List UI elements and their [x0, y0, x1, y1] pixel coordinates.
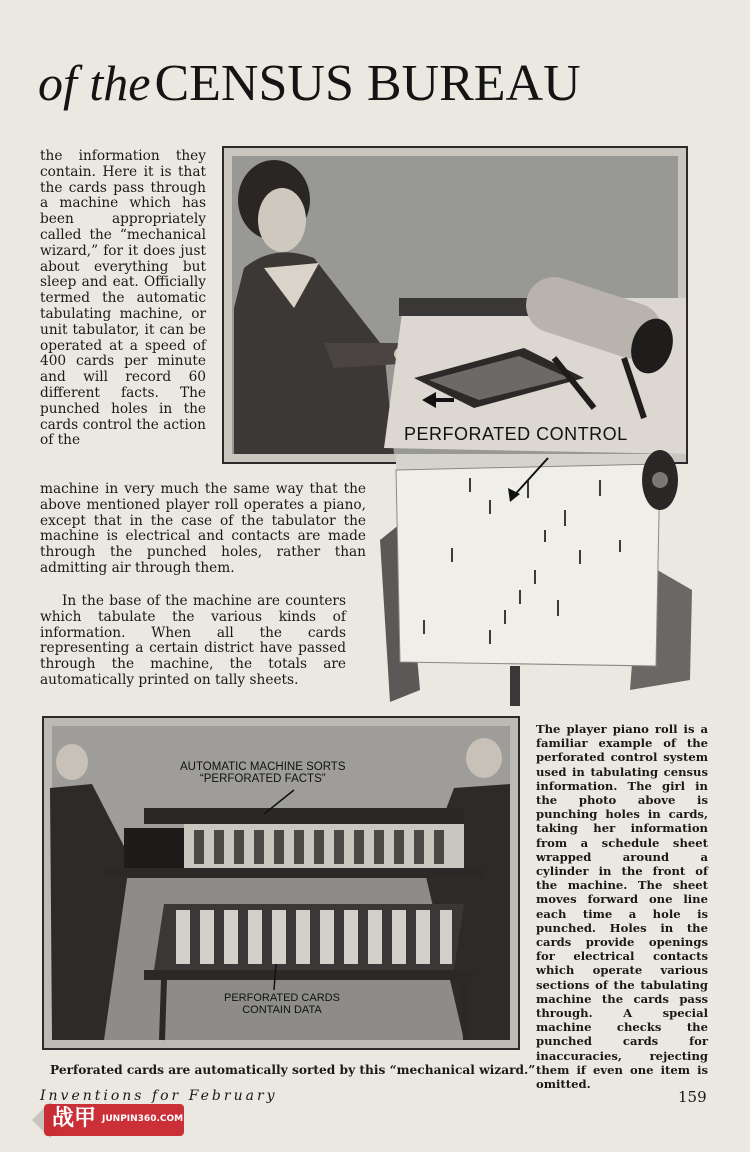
sorts-facts-label-line1: AUTOMATIC MACHINE SORTS: [180, 761, 346, 773]
title-lead: of the: [38, 55, 151, 111]
cards-data-label: [224, 992, 340, 1016]
piano-roll-image: [360, 440, 700, 708]
watermark: [30, 1100, 186, 1140]
article-paragraph-1-narrow: the information they contain. Here it is that the cards pass through a machine which has been appropriately called the “mechanical wizard,” for it does just about everything but sleep and eat. Officially termed the automatic tabulating machine, or unit tabulator, it can be operated at a speed of 400 cards per minute and will record 60 different facts. The punched holes in the cards control the action of the: [40, 148, 206, 449]
cards-data-label-line2: CONTAIN DATA: [242, 1004, 322, 1016]
photo-card-punching-image: [224, 148, 686, 462]
article-paragraph-1-wide: machine in very much the same way that the above mentioned player roll operates a piano, except that in the case of the tabulator the machine is electrical and contacts are made through the punched holes, rather than admitting air through them.: [40, 481, 366, 576]
publication-footer: Inventions for February: [40, 1088, 278, 1104]
photo-caption: Perforated cards are automatically sorted by this “mechanical wizard.”: [50, 1063, 536, 1077]
title-main: CENSUS BUREAU: [154, 55, 581, 112]
article-paragraph-2: In the base of the machine are counters which tabulate the various kinds of information. When all the cards representing a certain district have passed through the machine, the totals are automatically printed on tally sheets.: [40, 593, 346, 688]
watermark-site: JUNPIN360.COM: [102, 1114, 184, 1124]
sidebar-caption: The player piano roll is a familiar example of the perforated control system used in tabulating census information. The girl in the photo above is punching holes in cards, taking her information from a schedule sheet wrapped around a cylinder in the front of the machine. The sheet moves forward one line each time a hole is punched. Holes in the cards provide openings for electrical contacts which operate various sections of the tabulating machine the cards pass through. A special machine checks the punched cards for inaccuracies, rejecting them if even one item is omitted.: [536, 722, 708, 1092]
photo-card-punching: [222, 146, 688, 464]
sorts-facts-label-line2: “PERFORATED FACTS”: [199, 773, 326, 785]
perforated-control-label: PERFORATED CONTROL: [404, 424, 628, 444]
watermark-logo: 战甲: [52, 1106, 97, 1131]
piano-roll-illustration: [360, 440, 700, 708]
cards-data-label-line1: PERFORATED CARDS: [224, 992, 340, 1004]
page-number: 159: [678, 1088, 707, 1106]
sorts-facts-label: [180, 761, 346, 785]
page-title: [38, 38, 718, 128]
